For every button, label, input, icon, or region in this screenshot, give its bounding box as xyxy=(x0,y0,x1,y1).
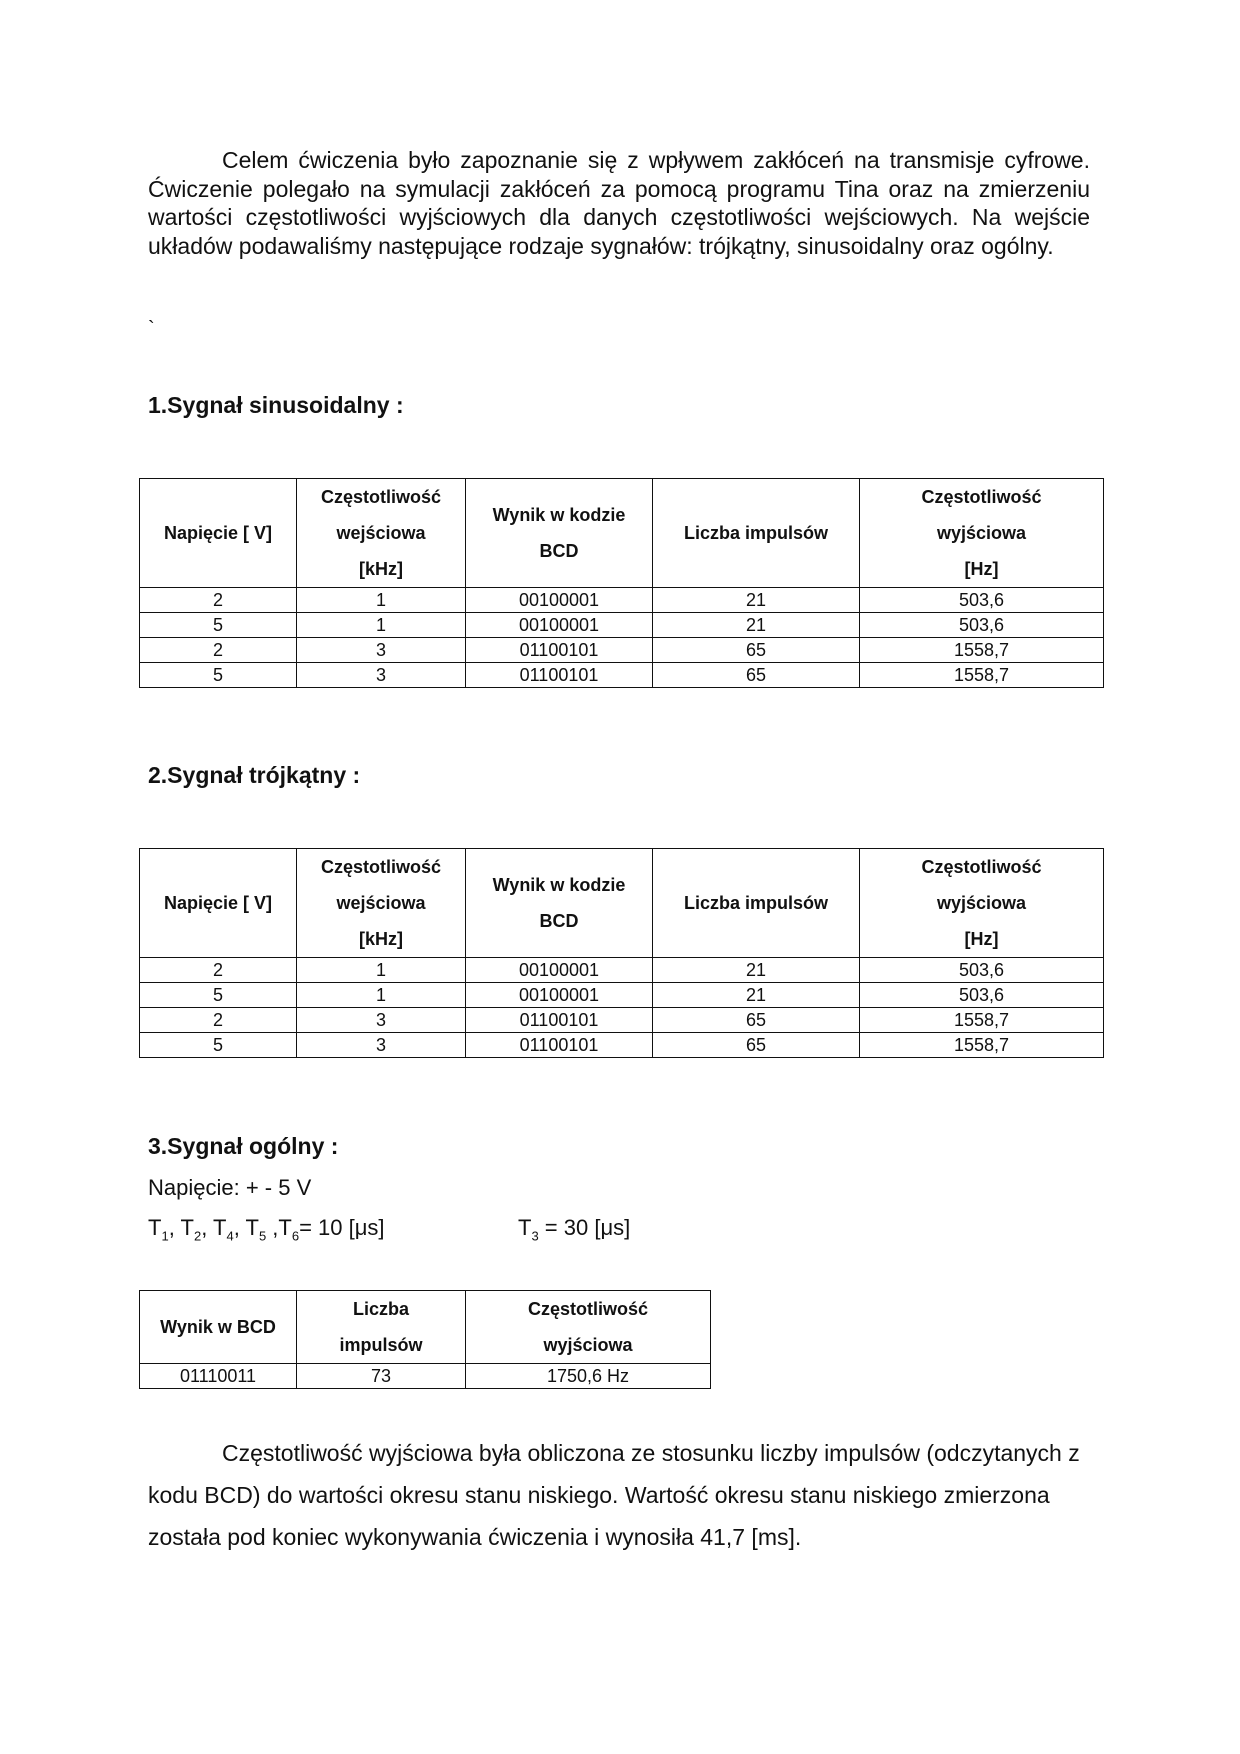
table-cell: 21 xyxy=(653,613,860,638)
intro-paragraph: Celem ćwiczenia było zapoznanie się z wpływem zakłóceń na transmisje cyfrowe. Ćwiczenie polegało na symulacji zakłóceń za pomocą programu Tina oraz na zmierzeniu wartości częstotliwości wyjściowych dla danych częstotliwości wejściowych. Na wejście układów podawaliśmy następujące rodzaje sygnałów: trójkątny, sinusoidalny oraz ogólny. xyxy=(148,147,1090,259)
table-cell: 2 xyxy=(140,958,297,983)
header-czest-wyj: Częstotliwość wyjściowa [Hz] xyxy=(860,479,1104,588)
table-cell: 1 xyxy=(297,588,466,613)
table-cell: 65 xyxy=(653,1033,860,1058)
table-cell: 5 xyxy=(140,663,297,688)
table-cell: 01100101 xyxy=(466,638,653,663)
header-liczba-impulsow: Liczba impulsów xyxy=(653,849,860,958)
section3-table xyxy=(139,1290,711,1389)
table-cell: 00100001 xyxy=(466,958,653,983)
header-liczba-impulsow: Liczba impulsów xyxy=(653,479,860,588)
table-cell: 1 xyxy=(297,983,466,1008)
table-cell: 00100001 xyxy=(466,613,653,638)
table-row xyxy=(140,1008,1104,1033)
table-cell: 3 xyxy=(297,1033,466,1058)
section3-heading: 3.Sygnał ogólny : xyxy=(148,1133,339,1159)
table-cell: 00100001 xyxy=(466,983,653,1008)
table-cell: 1558,7 xyxy=(860,663,1104,688)
table-cell: 1750,6 Hz xyxy=(466,1364,711,1389)
conclusion-paragraph: Częstotliwość wyjściowa była obliczona ze stosunku liczby impulsów (odczytanych z kodu BCD) do wartości okresu stanu niskiego. Wartość okresu stanu niskiego zmierzona została pod koniec wykonywania ćwiczenia i wynosiła 41,7 [ms]. xyxy=(148,1440,1080,1550)
table-cell: 503,6 xyxy=(860,983,1104,1008)
table-header-row xyxy=(140,1291,711,1364)
table-cell: 503,6 xyxy=(860,958,1104,983)
header-czest-wyj: Częstotliwość wyjściowa xyxy=(466,1291,711,1364)
section1-table xyxy=(139,478,1104,688)
table-cell: 01100101 xyxy=(466,1008,653,1033)
table-row xyxy=(140,1364,711,1389)
table-cell: 01100101 xyxy=(466,663,653,688)
table-cell: 1558,7 xyxy=(860,638,1104,663)
header-wynik-bcd: Wynik w kodzie BCD xyxy=(466,849,653,958)
table-cell: 503,6 xyxy=(860,613,1104,638)
table-cell: 21 xyxy=(653,983,860,1008)
table-cell: 3 xyxy=(297,1008,466,1033)
table-cell: 21 xyxy=(653,588,860,613)
times-left: $T_1$, $T_2$, $T_4$, $T_5$ $,T_6= 10$ [μs] xyxy=(148,1215,385,1244)
table-row xyxy=(140,1033,1104,1058)
table-cell: 5 xyxy=(140,613,297,638)
table-cell: 2 xyxy=(140,1008,297,1033)
table-header-row xyxy=(140,479,1104,588)
header-wynik-bcd: Wynik w BCD xyxy=(140,1291,297,1364)
table-cell: 1558,7 xyxy=(860,1033,1104,1058)
header-czest-wyj: Częstotliwość wyjściowa [Hz] xyxy=(860,849,1104,958)
section1-heading: 1.Sygnał sinusoidalny : xyxy=(148,392,404,418)
table-cell: 1558,7 xyxy=(860,1008,1104,1033)
table-cell: 00100001 xyxy=(466,588,653,613)
table-cell: 1 xyxy=(297,613,466,638)
table-cell: 21 xyxy=(653,958,860,983)
header-napiecie: Napięcie [ V] xyxy=(140,479,297,588)
table-cell: 65 xyxy=(653,663,860,688)
table-cell: 503,6 xyxy=(860,588,1104,613)
table-cell: 65 xyxy=(653,1008,860,1033)
table-row xyxy=(140,613,1104,638)
table-cell: 65 xyxy=(653,638,860,663)
voltage-line: Napięcie: + - 5 V xyxy=(148,1175,312,1200)
table-row xyxy=(140,638,1104,663)
table-row xyxy=(140,588,1104,613)
table-cell: 2 xyxy=(140,588,297,613)
section2-table xyxy=(139,848,1104,1058)
header-czest-wej: Częstotliwość wejściowa [kHz] xyxy=(297,849,466,958)
times-right: $T_3 = 30$ [μs] xyxy=(518,1215,631,1244)
table-cell: 3 xyxy=(297,638,466,663)
header-napiecie: Napięcie [ V] xyxy=(140,849,297,958)
table-cell: 73 xyxy=(297,1364,466,1389)
table-header-row xyxy=(140,849,1104,958)
table-cell: 01110011 xyxy=(140,1364,297,1389)
table-cell: 01100101 xyxy=(466,1033,653,1058)
table-row xyxy=(140,663,1104,688)
table-cell: 2 xyxy=(140,638,297,663)
table-cell: 3 xyxy=(297,663,466,688)
table-row xyxy=(140,958,1104,983)
section2-heading: 2.Sygnał trójkątny : xyxy=(148,762,361,788)
table-cell: 5 xyxy=(140,983,297,1008)
table-cell: 1 xyxy=(297,958,466,983)
table-cell: 5 xyxy=(140,1033,297,1058)
header-liczba-impulsow: Liczba impulsów xyxy=(297,1291,466,1364)
header-czest-wej: Częstotliwość wejściowa [kHz] xyxy=(297,479,466,588)
table-row xyxy=(140,983,1104,1008)
header-wynik-bcd: Wynik w kodzie BCD xyxy=(466,479,653,588)
stray-tick-mark: ` xyxy=(148,318,155,340)
